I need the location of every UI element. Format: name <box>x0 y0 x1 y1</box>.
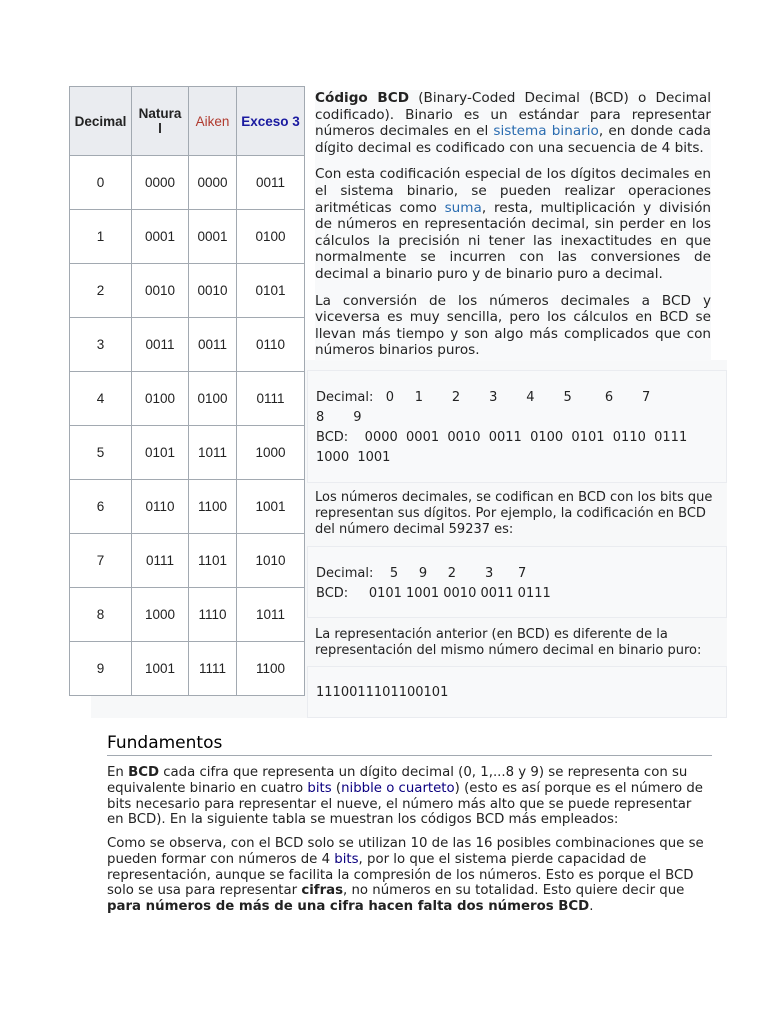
cell-aiken: 1111 <box>189 642 237 696</box>
bcd-codes-table <box>69 86 305 696</box>
cell-natural: 0000 <box>132 156 189 210</box>
section-text: ) (esto es así porque es el número de bits necesario para representar el nueve, el número más alto que se puede representar en BCD). En la siguiente tabla se muestran los códigos BCD más empleados: <box>107 780 703 828</box>
cell-decimal: 2 <box>70 264 132 318</box>
intro-paragraph-1 <box>315 90 711 156</box>
table-row <box>70 588 305 642</box>
table-header-row <box>70 87 305 156</box>
intro-paragraph-2 <box>315 166 711 282</box>
cell-exceso-3: 0011 <box>237 156 305 210</box>
table-row <box>70 264 305 318</box>
table-row <box>70 372 305 426</box>
cell-natural: 0001 <box>132 210 189 264</box>
cell-aiken: 0011 <box>189 318 237 372</box>
fundamentos-paragraph-1 <box>107 765 712 828</box>
code-line: 1110011101100101 <box>316 685 449 700</box>
cell-natural: 0011 <box>132 318 189 372</box>
section-bold: para números de más de una cifra hacen falta dos números BCD <box>107 899 590 915</box>
cell-decimal: 6 <box>70 480 132 534</box>
cell-aiken: 1101 <box>189 534 237 588</box>
table-row <box>70 480 305 534</box>
link-bits-2[interactable]: bits <box>334 851 359 867</box>
table-row <box>70 426 305 480</box>
cell-exceso-3: 1000 <box>237 426 305 480</box>
cell-decimal: 3 <box>70 318 132 372</box>
cell-aiken: 1100 <box>189 480 237 534</box>
cell-natural: 1000 <box>132 588 189 642</box>
cell-decimal: 5 <box>70 426 132 480</box>
paragraph-example: Los números decimales, se codifican en BCD con los bits que representan sus dígitos. Por ejemplo, la codificación en BCD del número decimal 59237 es: <box>315 490 713 537</box>
bcd-intro <box>315 90 711 361</box>
section-text: , por lo que el sistema pierde capacidad de representación, aunque se facilita la compresión de los números. Esto es porque el BCD solo se usa para representar <box>107 851 694 899</box>
cell-decimal: 7 <box>70 534 132 588</box>
cell-decimal: 4 <box>70 372 132 426</box>
code-line: 8 9 <box>316 410 362 425</box>
code-line: Decimal: 5 9 2 3 7 <box>316 566 527 581</box>
link-nibble-o-cuarteto[interactable]: nibble o cuarteto <box>341 780 455 796</box>
table-row <box>70 534 305 588</box>
section-bold: BCD <box>128 765 159 780</box>
cell-aiken: 0000 <box>189 156 237 210</box>
intro-bold-title: Código BCD <box>315 90 410 106</box>
intro-text: (Binary-Coded Decimal (BCD) o Decimal codificado). Binario es un estándar para representar números decimales en el <box>315 90 711 140</box>
cell-aiken: 1011 <box>189 426 237 480</box>
cell-exceso-3: 0110 <box>237 318 305 372</box>
cell-decimal: 1 <box>70 210 132 264</box>
cell-natural: 0101 <box>132 426 189 480</box>
cell-exceso-3: 0100 <box>237 210 305 264</box>
cell-natural: 1001 <box>132 642 189 696</box>
cell-aiken: 0001 <box>189 210 237 264</box>
cell-natural: 0110 <box>132 480 189 534</box>
header-decimal: Decimal <box>70 87 132 156</box>
intro-text: , resta, multiplicación y división de números en representación decimal, sin perder en los cálculos la precisión ni tener las inexactitudes en que normalmente se incurren con las conversiones de decimal a binario puro y de binario puro a decimal. <box>315 199 712 282</box>
code-line: BCD: 0101 1001 0010 0011 0111 <box>316 586 551 601</box>
intro-paragraph-3: La conversión de los números decimales a BCD y viceversa es muy sencilla, pero los cálculos en BCD se llevan más tiempo y son algo más complicados que con números binarios puros. <box>315 292 711 359</box>
cell-aiken: 1110 <box>189 588 237 642</box>
cell-aiken: 0010 <box>189 264 237 318</box>
header-natural-part1: Natura <box>138 106 182 121</box>
code-block-59237 <box>307 546 727 618</box>
link-bits[interactable]: bits <box>307 780 332 796</box>
table-row <box>70 318 305 372</box>
cell-decimal: 9 <box>70 642 132 696</box>
section-text: cada cifra que representa un dígito decimal (0, 1,...8 y 9) se representa con su equivalente binario en cuatro <box>107 765 688 796</box>
cell-exceso-3: 1010 <box>237 534 305 588</box>
cell-exceso-3: 0111 <box>237 372 305 426</box>
table-row <box>70 156 305 210</box>
intro-text: , en donde cada dígito decimal es codificado con una secuencia de 4 bits. <box>315 123 711 156</box>
code-block-decimal-bcd <box>307 370 727 483</box>
cell-natural: 0010 <box>132 264 189 318</box>
paragraph-representation: La representación anterior (en BCD) es diferente de la representación del mismo número decimal en binario puro: <box>315 627 702 658</box>
section-text: . <box>589 899 594 915</box>
table-row <box>70 210 305 264</box>
code-line: 1000 1001 <box>316 450 391 465</box>
section-text: , no números en su totalidad. Esto quiere decir que <box>343 883 685 899</box>
header-exceso-3: Exceso 3 <box>237 87 305 156</box>
table-row <box>70 642 305 696</box>
link-suma[interactable]: suma <box>444 199 482 216</box>
code-line: Decimal: 0 1 2 3 4 5 6 7 <box>316 390 651 405</box>
section-bold: cifras <box>301 883 344 899</box>
cell-natural: 0100 <box>132 372 189 426</box>
section-text: En <box>107 765 129 780</box>
cell-exceso-3: 1011 <box>237 588 305 642</box>
cell-decimal: 0 <box>70 156 132 210</box>
header-aiken: Aiken <box>189 87 237 156</box>
cell-aiken: 0100 <box>189 372 237 426</box>
cell-decimal: 8 <box>70 588 132 642</box>
code-line: BCD: 0000 0001 0010 0011 0100 0101 0110 0111 <box>316 430 688 445</box>
link-sistema-binario[interactable]: sistema binario <box>493 123 599 140</box>
cell-exceso-3: 0101 <box>237 264 305 318</box>
section-text: Como se observa, con el BCD solo se utilizan 10 de las 16 posibles combinaciones que se pueden formar con números de 4 <box>107 836 704 867</box>
fundamentos-paragraph-2 <box>107 836 712 915</box>
cell-exceso-3: 1100 <box>237 642 305 696</box>
header-natural <box>132 87 189 156</box>
section-text: ( <box>331 780 342 796</box>
code-block-binary <box>307 666 727 718</box>
cell-exceso-3: 1001 <box>237 480 305 534</box>
intro-text: Con esta codificación especial de los dígitos decimales en el sistema binario, se pueden realizar operaciones aritméticas como <box>315 166 711 216</box>
cell-natural: 0111 <box>132 534 189 588</box>
section-heading-fundamentos: Fundamentos <box>107 733 712 756</box>
header-natural-part2: l <box>158 121 162 136</box>
